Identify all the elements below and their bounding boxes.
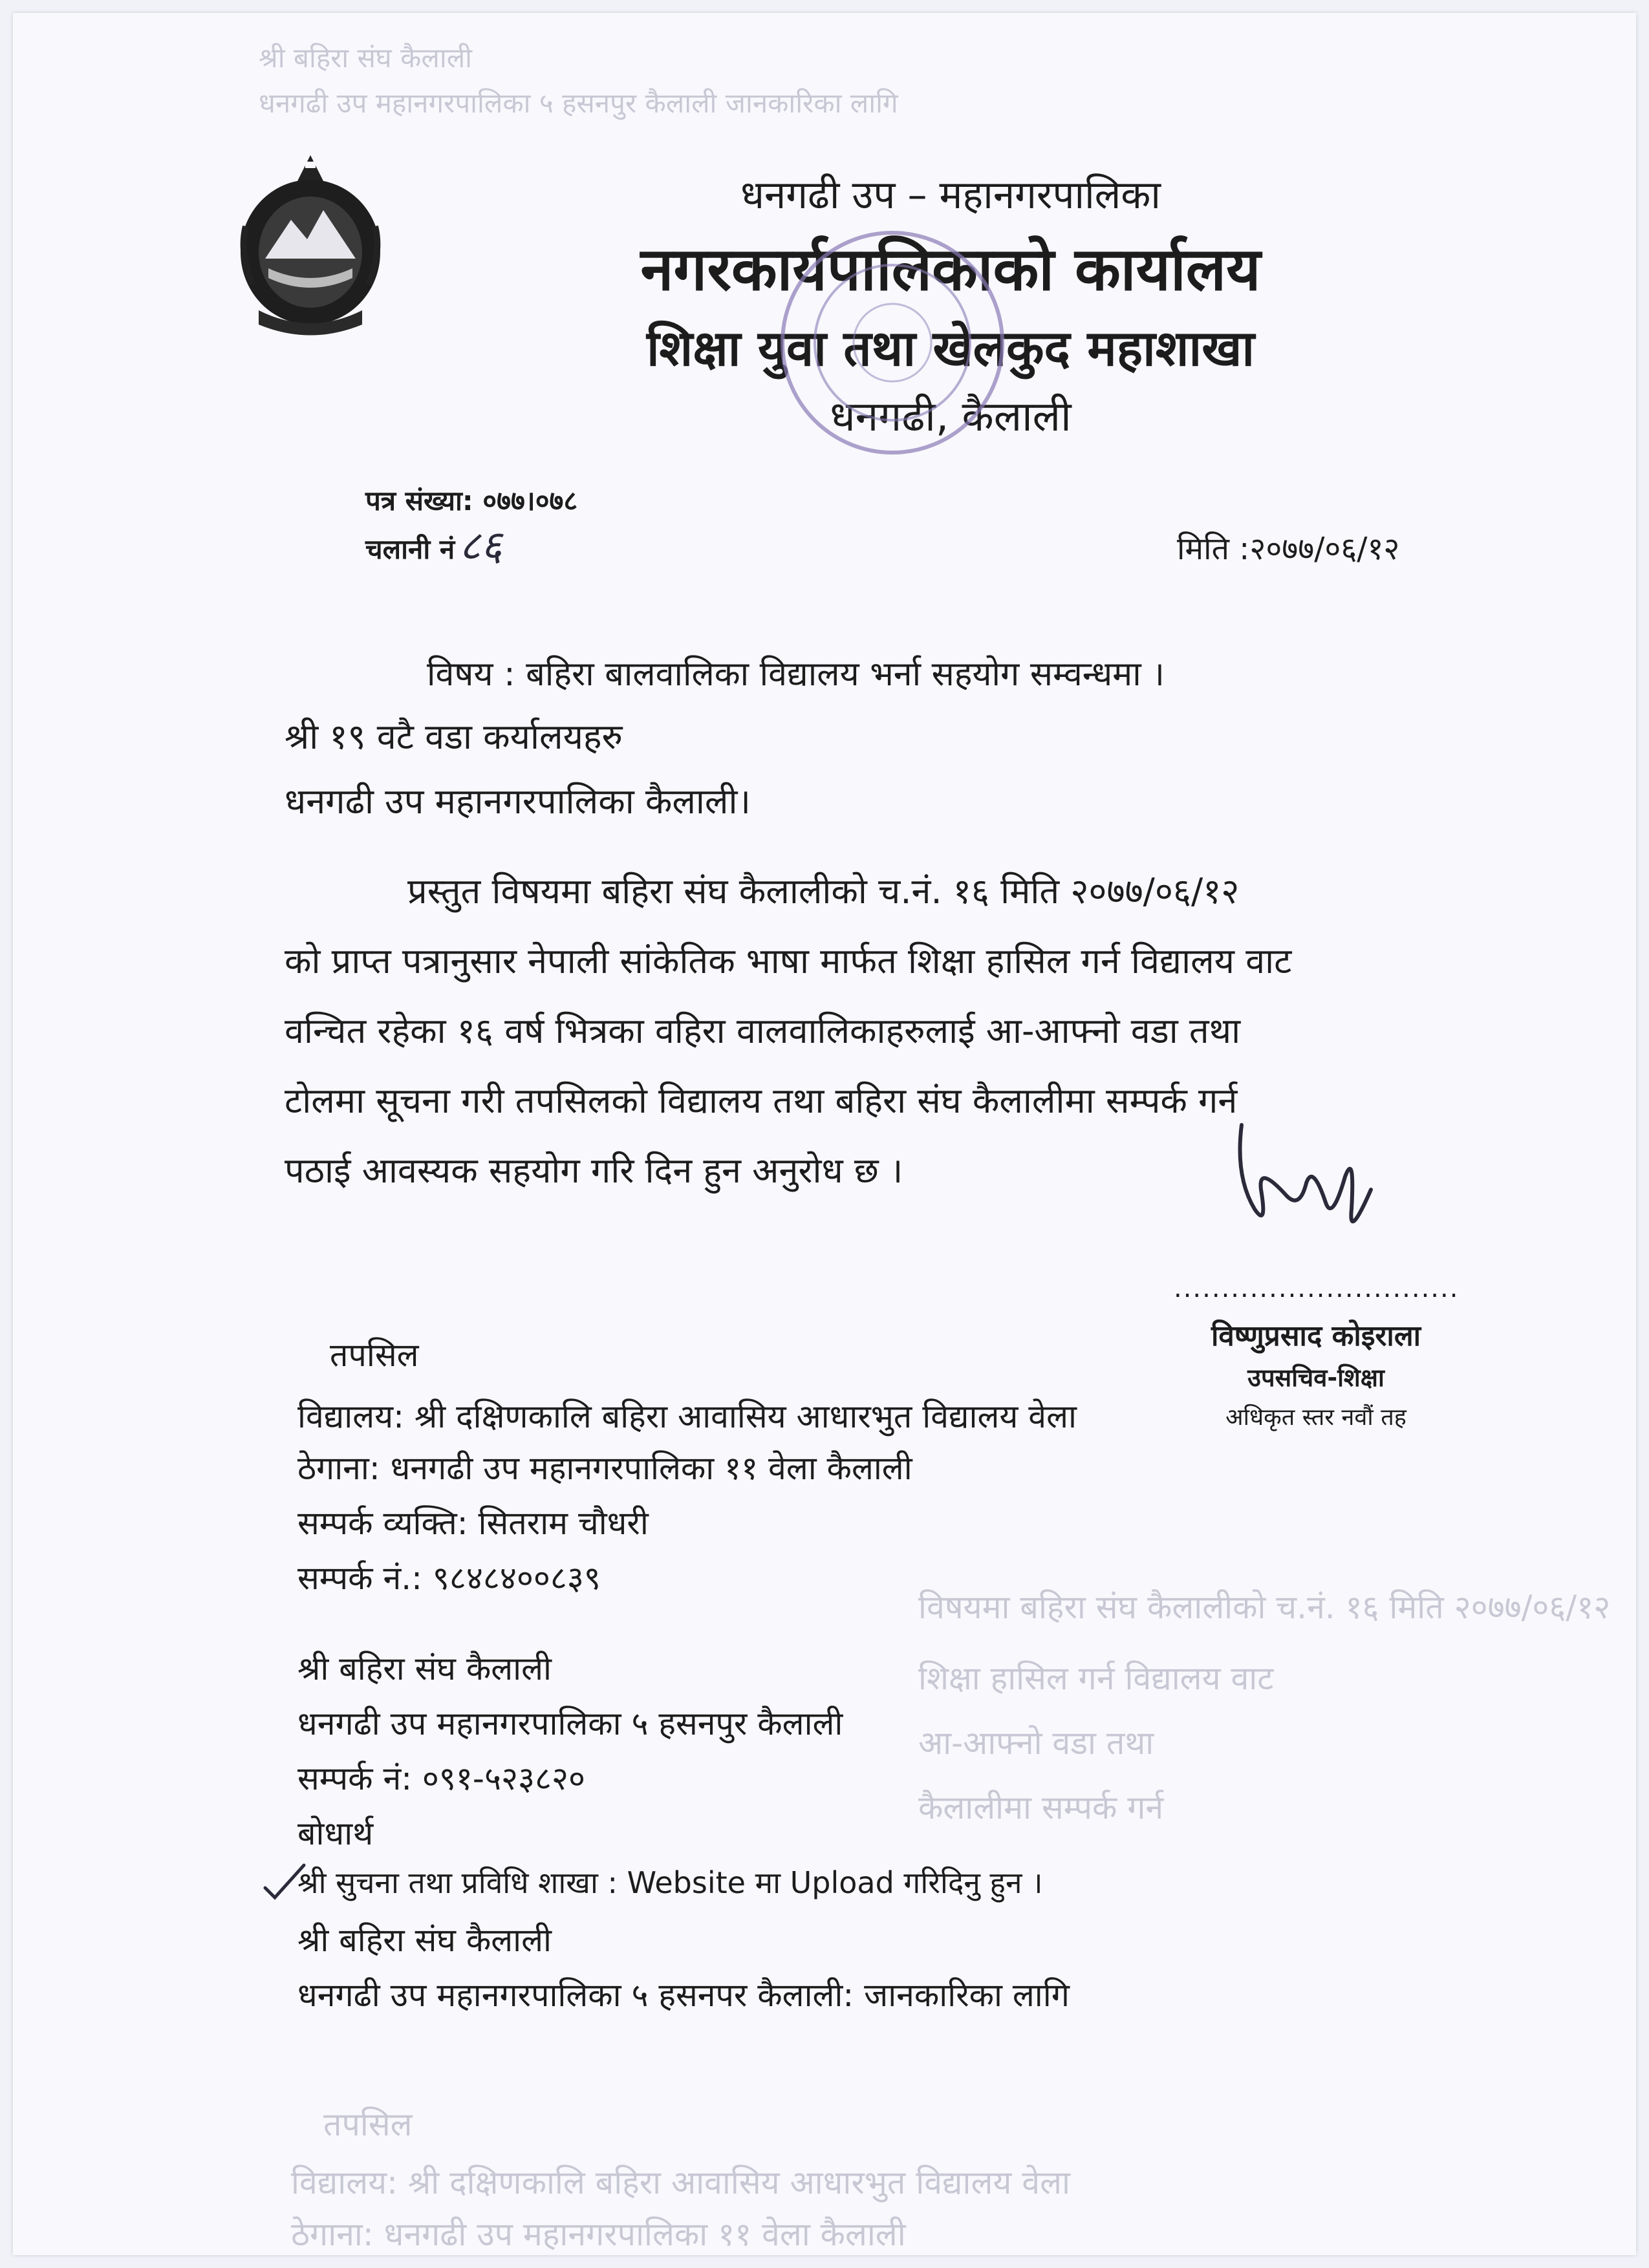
bodharth-line-1: श्री सुचना तथा प्रविधि शाखा : Website मा Upload गरिदिनु हुन । <box>297 1865 1043 1900</box>
municipality-name: धनगढी उप – महानगरपालिका <box>740 173 1161 218</box>
handwritten-signature <box>1216 1112 1410 1261</box>
bleed-through-text: विद्यालय: श्री दक्षिणकालि बहिरा आवासिय आधारभुत विद्यालय वेला <box>291 2164 1070 2201</box>
tapasil-school: विद्यालय: श्री दक्षिणकालि बहिरा आवासिय आधारभुत विद्यालय वेला <box>297 1398 1077 1435</box>
bodharth-line-2: श्री बहिरा संघ कैलाली <box>297 1921 552 1959</box>
bleed-through-text: आ-आफ्नो वडा तथा <box>918 1724 1154 1762</box>
letter-subject: विषय : बहिरा बालवालिका विद्यालय भर्ना सहयोग सम्वन्धमा । <box>427 655 1165 694</box>
bleed-through-text: ठेगाना: धनगढी उप महानगरपालिका ११ वेला कैलाली <box>291 2216 906 2253</box>
letter-page <box>13 13 1636 2255</box>
bleed-through-text: विषयमा बहिरा संघ कैलालीको च.नं. १६ मिति २०७७/०६/१२ <box>918 1589 1611 1626</box>
bleed-through-text: कैलालीमा सम्पर्क गर्न <box>918 1789 1164 1826</box>
sangh-contact-number: सम्पर्क नं: ०९१-५२३८२० <box>297 1760 585 1797</box>
dispatch-number-handwritten: ८६ <box>459 522 502 570</box>
office-name: नगरकार्यपालिकाको कार्यालय <box>640 235 1261 304</box>
bleed-through-text: धनगढी उप महानगरपालिका ५ हसनपुर कैलाली जानकारिका लागि <box>259 87 898 119</box>
signatory-name: विष्णुप्रसाद कोइराला <box>1211 1320 1421 1353</box>
body-line: को प्राप्त पत्रानुसार नेपाली सांकेतिक भाषा मार्फत शिक्षा हासिल गर्न विद्यालय वाट <box>285 941 1292 981</box>
bleed-through-text: श्री बहिरा संघ कैलाली <box>259 42 473 74</box>
recipient-line-1: श्री १९ वटै वडा कर्यालयहरु <box>285 716 623 757</box>
sangh-name: श्री बहिरा संघ कैलाली <box>297 1650 552 1687</box>
division-name: शिक्षा युवा तथा खेलकुद महाशाखा <box>646 319 1255 377</box>
bodharth-heading: बोधार्थ <box>297 1815 374 1852</box>
sangh-address: धनगढी उप महानगरपालिका ५ हसनपुर कैलाली <box>297 1705 843 1742</box>
letter-date: मिति :२०७७/०६/१२ <box>1177 531 1400 567</box>
signature-dots: .............................. <box>1174 1274 1460 1303</box>
tapasil-contact-person: सम्पर्क व्यक्ति: सितराम चौधरी <box>297 1504 649 1542</box>
body-line: टोलमा सूचना गरी तपसिलको विद्यालय तथा बहिरा संघ कैलालीमा सम्पर्क गर्न <box>285 1080 1238 1121</box>
tapasil-contact-number: सम्पर्क नं.: ९८४८४००८३९ <box>297 1559 601 1597</box>
body-line: प्रस्तुत विषयमा बहिरा संघ कैलालीको च.नं. १६ मिति २०७७/०६/१२ <box>407 871 1240 912</box>
signature-block <box>1174 1274 1458 1432</box>
tapasil-address: ठेगाना: धनगढी उप महानगरपालिका ११ वेला कैलाली <box>297 1450 912 1487</box>
body-line: वन्चित रहेका १६ वर्ष भित्रका वहिरा वालवालिकाहरुलाई आ-आफ्नो वडा तथा <box>285 1011 1241 1051</box>
bodharth-line-3: धनगढी उप महानगरपालिका ५ हसनपर कैलाली: जानकारिका लागि <box>297 1976 1070 2014</box>
office-location: धनगढी, कैलाली <box>830 393 1072 441</box>
dispatch-number-label: चलानी नं <box>365 533 455 565</box>
office-seal-stamp <box>770 220 1015 465</box>
bleed-through-text: शिक्षा हासिल गर्न विद्यालय वाट <box>918 1660 1274 1697</box>
recipient-line-2: धनगढी उप महानगरपालिका कैलाली। <box>285 781 751 822</box>
letter-number: पत्र संख्या: ०७७।०७८ <box>365 485 578 517</box>
signatory-rank: अधिकृत स्तर नवौं तह <box>1225 1404 1406 1431</box>
signatory-title: उपसचिव-शिक्षा <box>1247 1364 1385 1392</box>
tapasil-heading: तपसिल <box>330 1336 419 1374</box>
nepal-emblem-icon <box>233 149 388 343</box>
body-line: पठाई आवस्यक सहयोग गरि दिन हुन अनुरोध छ । <box>285 1150 903 1191</box>
bleed-through-text: तपसिल <box>323 2106 413 2143</box>
